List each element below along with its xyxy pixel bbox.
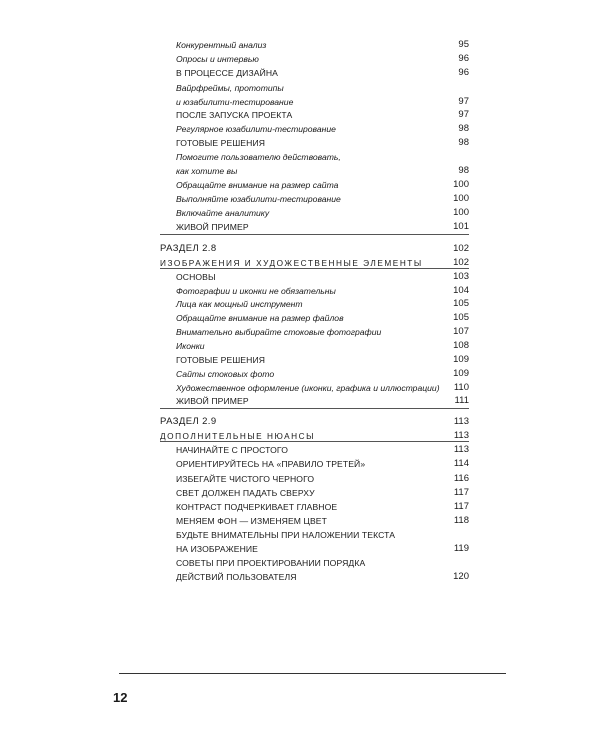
toc-entry xyxy=(0,457,600,471)
toc-entry-page: 97 xyxy=(458,109,469,120)
toc-entry xyxy=(0,206,600,220)
toc-entry-title: Включайте аналитику xyxy=(176,208,270,218)
toc-entry-page: 103 xyxy=(453,271,469,282)
toc-entry-title: Опросы и интервью xyxy=(176,54,259,64)
page-number: 12 xyxy=(113,690,128,705)
toc-entry-title: РАЗДЕЛ 2.9 xyxy=(160,416,217,427)
toc-entry xyxy=(0,542,600,556)
toc-entry-title: МЕНЯЕМ ФОН — ИЗМЕНЯЕМ ЦВЕТ xyxy=(176,516,327,526)
toc-entry xyxy=(0,472,600,486)
toc-entry-title: Регулярное юзабилити-тестирование xyxy=(176,124,336,134)
toc-entry xyxy=(0,81,600,95)
toc-entry-title: ОСНОВЫ xyxy=(176,272,216,282)
toc-entry-page: 98 xyxy=(458,137,469,148)
toc-entry-page: 105 xyxy=(453,312,469,323)
toc-entry-page: 98 xyxy=(458,165,469,176)
toc-entry-page: 95 xyxy=(458,39,469,50)
toc-entry xyxy=(0,443,600,457)
toc-entry-title: В ПРОЦЕССЕ ДИЗАЙНА xyxy=(176,68,278,78)
toc-entry-title: Внимательно выбирайте стоковые фотографии xyxy=(176,327,382,337)
toc-entry xyxy=(0,556,600,570)
toc-entry-page: 100 xyxy=(453,207,469,218)
toc-entry xyxy=(0,339,600,353)
section-divider xyxy=(160,408,469,409)
toc-entry-page: 113 xyxy=(453,416,469,427)
toc-entry-title: ЖИВОЙ ПРИМЕР xyxy=(176,222,249,232)
toc-entry-page: 97 xyxy=(458,96,469,107)
toc-entry-page: 117 xyxy=(453,487,469,498)
toc-entry-title: СВЕТ ДОЛЖЕН ПАДАТЬ СВЕРХУ xyxy=(176,488,315,498)
toc-entry-page: 100 xyxy=(453,179,469,190)
toc-entry xyxy=(0,66,600,80)
toc-entry-title: и юзабилити-тестирование xyxy=(176,97,294,107)
toc-entry-page: 102 xyxy=(453,257,469,268)
toc-entry-title: Лица как мощный инструмент xyxy=(176,299,303,309)
toc-entry-title: Иконки xyxy=(176,341,205,351)
toc-entry xyxy=(0,325,600,339)
section-divider xyxy=(160,234,469,235)
toc-entry-title: БУДЬТЕ ВНИМАТЕЛЬНЫ ПРИ НАЛОЖЕНИИ ТЕКСТА xyxy=(176,530,396,540)
toc-entry xyxy=(0,514,600,528)
toc-entry xyxy=(0,500,600,514)
toc-entry-page: 111 xyxy=(454,395,469,406)
toc-entry xyxy=(0,570,600,584)
toc-entry-title: Обращайте внимание на размер файлов xyxy=(176,313,344,323)
toc-entry xyxy=(0,284,600,298)
toc-entry xyxy=(0,394,600,408)
section-divider xyxy=(160,268,469,269)
toc-entry-page: 118 xyxy=(453,515,469,526)
toc-entry xyxy=(0,297,600,311)
toc-entry-page: 120 xyxy=(453,571,469,582)
toc-entry xyxy=(0,95,600,109)
toc-entry xyxy=(0,270,600,284)
footer-rule xyxy=(119,673,506,674)
toc-entry xyxy=(0,353,600,367)
toc-entry-page: 114 xyxy=(453,458,469,469)
toc-entry-title: ЖИВОЙ ПРИМЕР xyxy=(176,396,249,406)
toc-entry-page: 102 xyxy=(453,243,469,254)
toc-entry-page: 101 xyxy=(453,221,469,232)
toc-entry-title: ИЗБЕГАЙТЕ ЧИСТОГО ЧЕРНОГО xyxy=(176,474,315,484)
toc-entry-page: 113 xyxy=(453,430,469,441)
toc-entry xyxy=(0,52,600,66)
toc-entry-title: ОРИЕНТИРУЙТЕСЬ НА «ПРАВИЛО ТРЕТЕЙ» xyxy=(176,459,366,469)
toc-entry-page: 108 xyxy=(453,340,469,351)
toc-entry xyxy=(0,367,600,381)
section-divider xyxy=(160,441,469,442)
toc-entry-page: 119 xyxy=(453,543,469,554)
toc-entry xyxy=(0,150,600,164)
toc-entry xyxy=(0,178,600,192)
toc-entry xyxy=(0,192,600,206)
toc-entry xyxy=(0,381,600,395)
toc-entry-title: Художественное оформление (иконки, графика и иллюстрации) xyxy=(176,383,440,393)
toc-entry xyxy=(0,311,600,325)
toc-entry-title: НА ИЗОБРАЖЕНИЕ xyxy=(176,544,258,554)
toc-entry xyxy=(0,122,600,136)
toc-entry-title: Вайрфреймы, прототипы xyxy=(176,83,284,93)
toc-entry-title: Помогите пользователю действовать, xyxy=(176,152,341,162)
toc-entry-page: 117 xyxy=(453,501,469,512)
toc-entry-title: ДОПОЛНИТЕЛЬНЫЕ НЮАНСЫ xyxy=(160,431,315,441)
toc-entry-page: 116 xyxy=(453,473,469,484)
toc-entry-title: ГОТОВЫЕ РЕШЕНИЯ xyxy=(176,138,266,148)
toc-entry-title: как хотите вы xyxy=(176,166,238,176)
toc-entry-page: 98 xyxy=(458,123,469,134)
toc-entry-title: Конкурентный анализ xyxy=(176,40,267,50)
toc-entry-title: РАЗДЕЛ 2.8 xyxy=(160,243,217,254)
section-label xyxy=(0,242,600,256)
toc-entry xyxy=(0,136,600,150)
toc-entry-title: Сайты стоковых фото xyxy=(176,369,275,379)
toc-entry xyxy=(0,38,600,52)
toc-entry xyxy=(0,108,600,122)
toc-entry-title: Обращайте внимание на размер сайта xyxy=(176,180,339,190)
toc-entry-page: 96 xyxy=(458,53,469,64)
toc-entry-page: 113 xyxy=(453,444,469,455)
toc-entry xyxy=(0,528,600,542)
toc-entry xyxy=(0,164,600,178)
toc-entry-page: 107 xyxy=(453,326,469,337)
toc-entry-page: 100 xyxy=(453,193,469,204)
toc-entry-page: 109 xyxy=(453,354,469,365)
section-label xyxy=(0,415,600,429)
toc-entry xyxy=(0,486,600,500)
toc-entry-title: ПОСЛЕ ЗАПУСКА ПРОЕКТА xyxy=(176,110,293,120)
toc-entry-title: Фотографии и иконки не обязательны xyxy=(176,286,336,296)
toc-entry xyxy=(0,220,600,234)
toc-entry-title: НАЧИНАЙТЕ С ПРОСТОГО xyxy=(176,445,288,455)
toc-entry-title: СОВЕТЫ ПРИ ПРОЕКТИРОВАНИИ ПОРЯДКА xyxy=(176,558,366,568)
toc-entry-page: 110 xyxy=(453,382,469,393)
toc-entry-page: 104 xyxy=(453,285,469,296)
toc-entry-title: Выполняйте юзабилити-тестирование xyxy=(176,194,341,204)
toc-entry-title: ИЗОБРАЖЕНИЯ И ХУДОЖЕСТВЕННЫЕ ЭЛЕМЕНТЫ xyxy=(160,258,423,268)
toc-entry-page: 109 xyxy=(453,368,469,379)
toc-entry-title: ГОТОВЫЕ РЕШЕНИЯ xyxy=(176,355,266,365)
toc-entry-page: 105 xyxy=(453,298,469,309)
toc-entry-title: КОНТРАСТ ПОДЧЕРКИВАЕТ ГЛАВНОЕ xyxy=(176,502,338,512)
toc-entry-page: 96 xyxy=(458,67,469,78)
toc-entry-title: ДЕЙСТВИЙ ПОЛЬЗОВАТЕЛЯ xyxy=(176,572,297,582)
